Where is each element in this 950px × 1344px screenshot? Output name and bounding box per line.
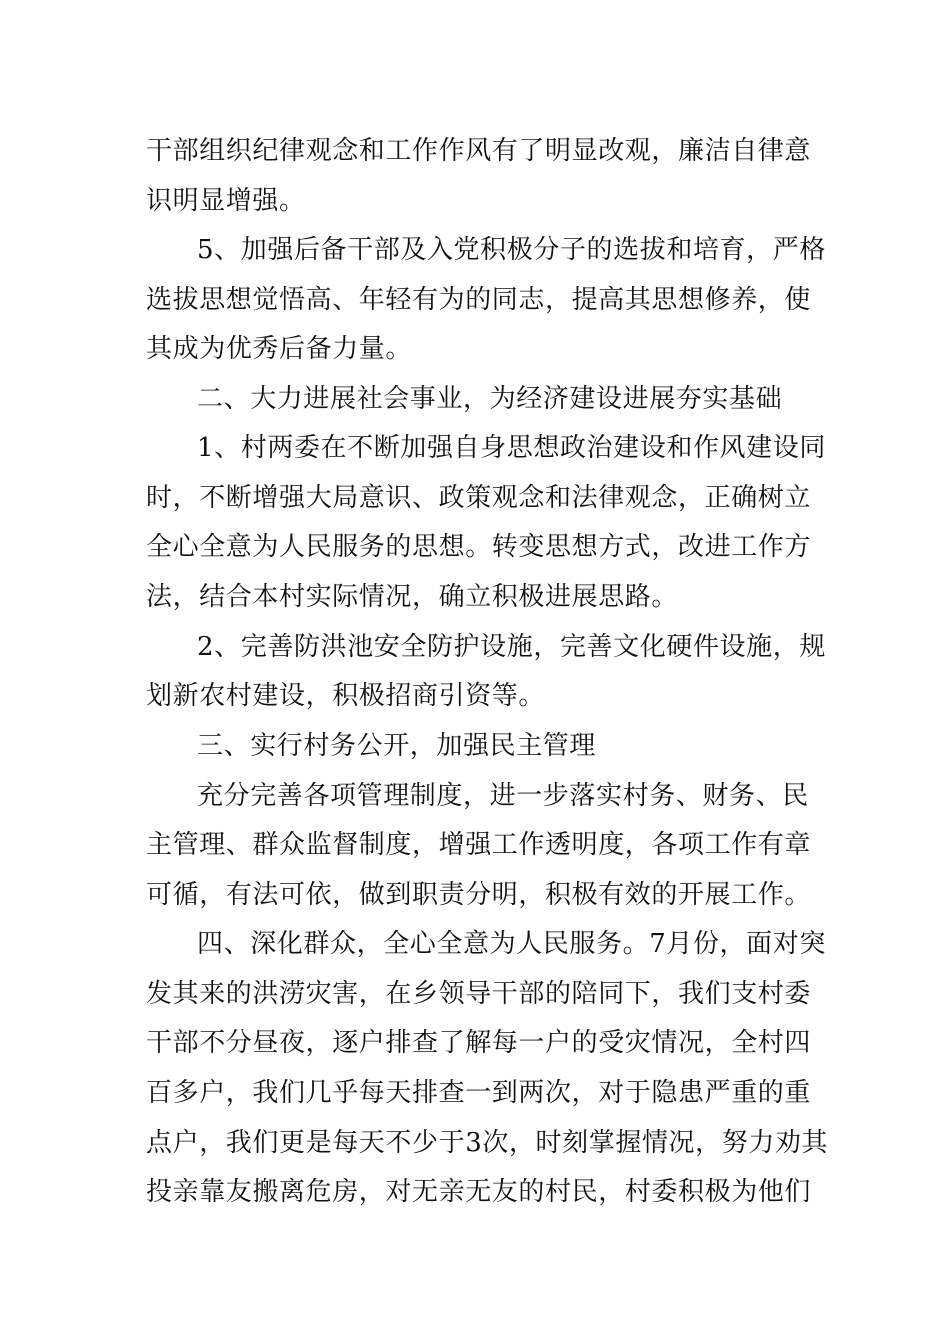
text-line: 四、深化群众，全心全意为人民服务。7月份，面对突 (197, 929, 826, 959)
text-line: 法，结合本村实际情况，确立积极进展思路。 (146, 582, 679, 612)
text-line: 识明显增强。 (146, 186, 306, 216)
text-line: 百多户，我们几乎每天排查一到两次，对于隐患严重的重 (146, 1078, 812, 1108)
section-heading: 二、大力进展社会事业，为经济建设进展夯实基础 (197, 384, 783, 414)
text-line: 主管理、群众监督制度，增强工作透明度，各项工作有章 (146, 830, 812, 860)
text-line: 全心全意为人民服务的思想。转变思想方式，改进工作方 (146, 532, 812, 562)
text-line: 发其来的洪涝灾害，在乡领导干部的陪同下，我们支村委 (146, 979, 812, 1009)
text-line: 5、加强后备干部及入党积极分子的选拔和培育，严格 (197, 235, 826, 265)
text-line: 时，不断增强大局意识、政策观念和法律观念，正确树立 (146, 483, 812, 513)
section-heading: 三、实行村务公开，加强民主管理 (197, 731, 597, 761)
text-line: 充分完善各项管理制度，进一步落实村务、财务、民 (197, 781, 809, 811)
text-line: 点户，我们更是每天不少于3次，时刻掌握情况，努力劝其 (146, 1128, 829, 1158)
text-line: 干部不分昼夜，逐户排查了解每一户的受灾情况，全村四 (146, 1028, 812, 1058)
text-line: 其成为优秀后备力量。 (146, 334, 413, 364)
text-line: 选拔思想觉悟高、年轻有为的同志，提高其思想修养，使 (146, 285, 812, 315)
text-line: 2、完善防洪池安全防护设施，完善文化硬件设施，规 (197, 632, 826, 662)
text-line: 可循，有法可依，做到职责分明，积极有效的开展工作。 (146, 880, 812, 910)
text-line: 干部组织纪律观念和工作作风有了明显改观，廉洁自律意 (146, 136, 812, 166)
text-line: 投亲靠友搬离危房，对无亲无友的村民，村委积极为他们 (146, 1177, 812, 1207)
text-line: 划新农村建设，积极招商引资等。 (146, 681, 546, 711)
text-line: 1、村两委在不断加强自身思想政治建设和作风建设同 (197, 433, 826, 463)
